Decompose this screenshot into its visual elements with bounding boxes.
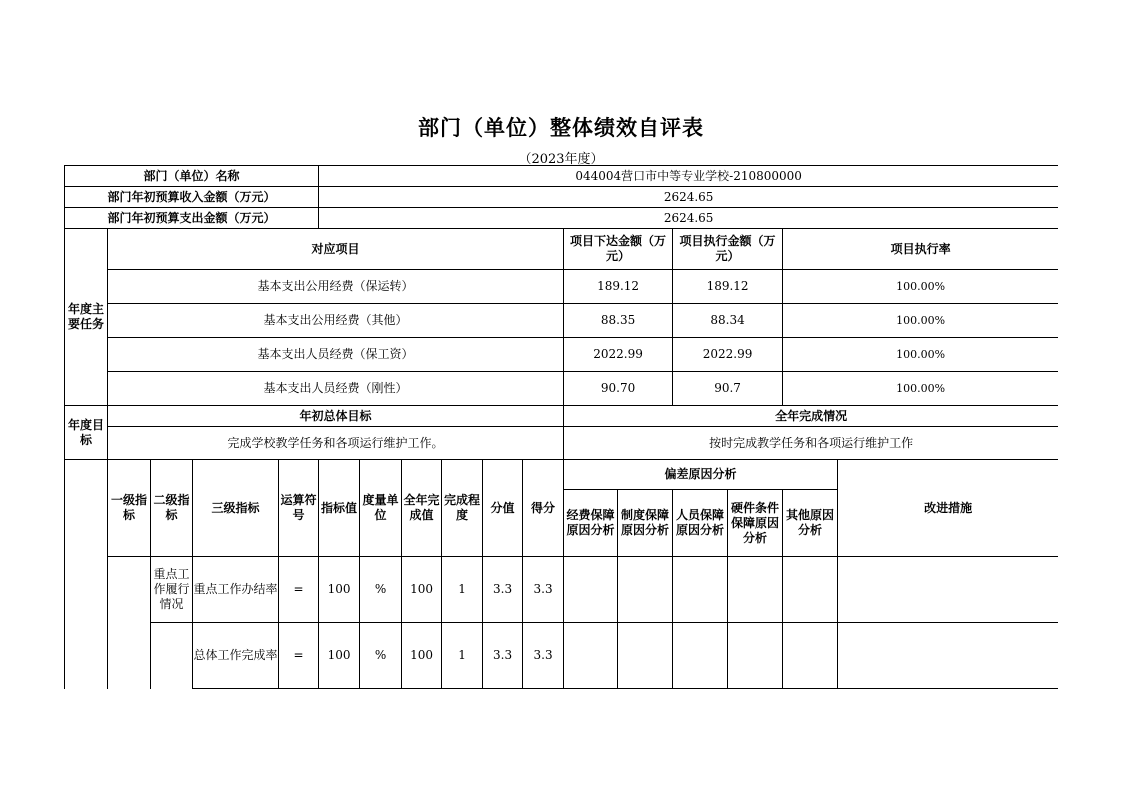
task-issued: 90.70: [564, 372, 673, 406]
ind-group-label: 重点工作履行情况: [151, 557, 193, 623]
ind-dev-hardware: [728, 557, 783, 623]
income-value: 2624.65: [319, 187, 1058, 208]
ind-dev-system: [618, 623, 673, 689]
income-label: 部门年初预算收入金额（万元）: [65, 187, 319, 208]
tasks-section-label: 年度主要任务: [65, 229, 108, 406]
ind-dev-funding: [564, 557, 618, 623]
ind-dev-hardware: [728, 623, 783, 689]
task-rate: 100.00%: [783, 372, 1058, 406]
ind-group-blank: [151, 623, 193, 689]
ind-header-dev-personnel: 人员保障原因分析: [673, 490, 728, 557]
ind-target: 100: [319, 557, 360, 623]
task-executed: 2022.99: [673, 338, 783, 372]
ind-header-unit: 度量单位: [360, 460, 402, 557]
ind-header-dev-funding: 经费保障原因分析: [564, 490, 618, 557]
dept-name-label: 部门（单位）名称: [65, 166, 319, 187]
expense-value: 2624.65: [319, 208, 1058, 229]
goals-completion-header: 全年完成情况: [564, 406, 1058, 427]
ind-header-dev-system: 制度保障原因分析: [618, 490, 673, 557]
ind-actual: 100: [402, 557, 442, 623]
task-executed: 88.34: [673, 304, 783, 338]
indicator-row: [65, 623, 1059, 689]
ind-level1-blank: [108, 557, 151, 689]
ind-header-score-value: 分值: [483, 460, 523, 557]
ind-header-level1: 一级指标: [108, 460, 151, 557]
ind-target: 100: [319, 623, 360, 689]
ind-improve: [838, 623, 1058, 689]
task-row: [65, 304, 1059, 338]
task-row: [65, 372, 1059, 406]
goals-header-row: [65, 406, 1059, 427]
ind-header-level2: 二级指标: [151, 460, 193, 557]
ind-operator: =: [279, 557, 319, 623]
ind-header-dev-other: 其他原因分析: [783, 490, 838, 557]
tasks-header-executed: 项目执行金额（万元）: [673, 229, 783, 270]
task-project: 基本支出人员经费（刚性）: [108, 372, 564, 406]
task-executed: 189.12: [673, 270, 783, 304]
expense-label: 部门年初预算支出金额（万元）: [65, 208, 319, 229]
task-project: 基本支出人员经费（保工资）: [108, 338, 564, 372]
ind-header-actual: 全年完成值: [402, 460, 442, 557]
ind-dev-personnel: [673, 557, 728, 623]
indicator-section-blank: [65, 460, 108, 689]
ind-dev-other: [783, 557, 838, 623]
task-row: [65, 338, 1059, 372]
task-project: 基本支出公用经费（其他）: [108, 304, 564, 338]
ind-dev-system: [618, 557, 673, 623]
ind-score: 3.3: [523, 557, 564, 623]
dept-name-value: 044004营口市中等专业学校-210800000: [319, 166, 1058, 187]
ind-actual: 100: [402, 623, 442, 689]
task-rate: 100.00%: [783, 304, 1058, 338]
goals-initial-text: 完成学校教学任务和各项运行维护工作。: [108, 427, 564, 460]
task-executed: 90.7: [673, 372, 783, 406]
ind-header-deviation: 偏差原因分析: [564, 460, 838, 490]
indicator-header-row: [65, 460, 1059, 490]
page-title: 部门（单位）整体绩效自评表: [418, 116, 704, 140]
tasks-header-project: 对应项目: [108, 229, 564, 270]
ind-score-value: 3.3: [483, 557, 523, 623]
ind-score: 3.3: [523, 623, 564, 689]
ind-degree: 1: [442, 623, 483, 689]
goals-initial-header: 年初总体目标: [108, 406, 564, 427]
ind-header-degree: 完成程度: [442, 460, 483, 557]
ind-unit: %: [360, 557, 402, 623]
ind-name: 总体工作完成率: [193, 623, 279, 689]
ind-dev-funding: [564, 623, 618, 689]
income-row: [65, 187, 1059, 208]
task-rate: 100.00%: [783, 338, 1058, 372]
ind-degree: 1: [442, 557, 483, 623]
evaluation-table: [64, 165, 1058, 689]
ind-dev-other: [783, 623, 838, 689]
ind-header-improve: 改进措施: [838, 460, 1058, 557]
ind-score-value: 3.3: [483, 623, 523, 689]
ind-header-level3: 三级指标: [193, 460, 279, 557]
task-rate: 100.00%: [783, 270, 1058, 304]
evaluation-table-wrapper: [64, 165, 1058, 689]
dept-name-row: [65, 166, 1059, 187]
ind-dev-personnel: [673, 623, 728, 689]
ind-header-operator: 运算符号: [279, 460, 319, 557]
ind-name: 重点工作办结率: [193, 557, 279, 623]
ind-header-score: 得分: [523, 460, 564, 557]
goals-text-row: [65, 427, 1059, 460]
task-row: [65, 270, 1059, 304]
task-project: 基本支出公用经费（保运转）: [108, 270, 564, 304]
ind-header-dev-hardware: 硬件条件保障原因分析: [728, 490, 783, 557]
task-issued: 2022.99: [564, 338, 673, 372]
ind-unit: %: [360, 623, 402, 689]
ind-header-target: 指标值: [319, 460, 360, 557]
goals-completion-text: 按时完成教学任务和各项运行维护工作: [564, 427, 1058, 460]
ind-operator: =: [279, 623, 319, 689]
tasks-header-issued: 项目下达金额（万元）: [564, 229, 673, 270]
ind-improve: [838, 557, 1058, 623]
report-year: （2023年度）: [518, 152, 604, 167]
tasks-header-rate: 项目执行率: [783, 229, 1058, 270]
goals-section-label: 年度目标: [65, 406, 108, 460]
tasks-header-row: [65, 229, 1059, 270]
task-issued: 88.35: [564, 304, 673, 338]
indicator-row: [65, 557, 1059, 623]
expense-row: [65, 208, 1059, 229]
task-issued: 189.12: [564, 270, 673, 304]
